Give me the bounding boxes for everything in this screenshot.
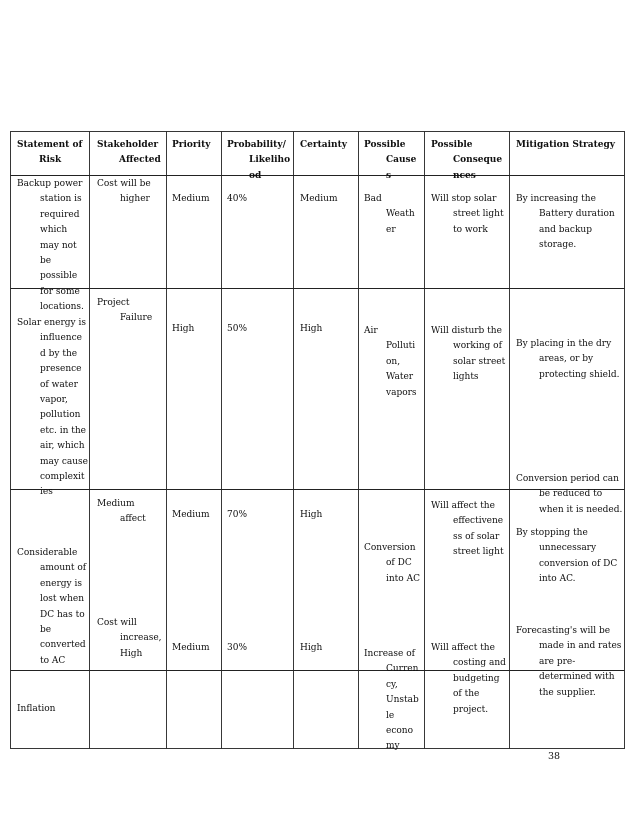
r3-mitigation-a: Conversion period can be reduced to when it is needed. xyxy=(516,474,623,515)
r3-consequence: Will affect the effectivene ss of solar street light xyxy=(431,501,504,558)
header-probability: Probability/ Likeliho od xyxy=(227,140,291,181)
r4-consequence: Will affect the costing and budgeting of the project. xyxy=(431,643,506,715)
r4-priority: Medium xyxy=(172,643,210,653)
header-consequence: Possible Conseque nces xyxy=(431,140,503,181)
r3-priority: Medium xyxy=(172,510,210,520)
r3-cause: Conversion of DC into AC xyxy=(364,543,420,584)
header-priority: Priority xyxy=(172,140,211,150)
header-statement: Statement of Risk xyxy=(17,140,83,166)
header-stakeholder: Stakeholder Affected xyxy=(97,140,161,166)
r1-certainty: Medium xyxy=(300,194,338,204)
r3-stakeholder: Medium affect xyxy=(97,499,146,525)
r2-consequence: Will disturb the working of solar street lights xyxy=(431,326,506,383)
header-mitigation: Mitigation Strategy xyxy=(516,140,615,150)
r4-mitigation: Forecasting's will be made in and rates are pre- determined with the supplier. xyxy=(516,626,622,698)
r3-probability: 70% xyxy=(227,510,248,520)
page-number: 38 xyxy=(548,751,561,762)
header-certainty: Certainty xyxy=(300,140,347,150)
r2-probability: 50% xyxy=(227,324,248,334)
r3-mitigation-b: By stopping the unnecessary conversion of DC into AC. xyxy=(516,528,618,585)
r1-mitigation: By increasing the Battery duration and backup storage. xyxy=(516,194,615,251)
r4-stakeholder: Cost will increase, High xyxy=(97,618,162,659)
r4-cause: Increase of Curren cy, Unstab le econo my xyxy=(364,649,419,752)
r1-consequence: Will stop solar street light to work xyxy=(431,194,504,235)
r1-stakeholder: Cost will be higher xyxy=(97,179,151,205)
r3-statement: Considerable amount of energy is lost when DC has to be converted to AC xyxy=(17,548,87,666)
r4-probability: 30% xyxy=(227,643,248,653)
r1-priority: Medium xyxy=(172,194,210,204)
r4-certainty: High xyxy=(300,643,323,653)
header-cause: Possible Cause s xyxy=(364,140,417,181)
r3-certainty: High xyxy=(300,510,323,520)
r2-statement: Solar energy is influence d by the presence of water vapor, pollution etc. in the air, which may cause complexit ies xyxy=(17,318,88,498)
r1-statement: Backup power station is required which may not be possible for some locations. xyxy=(17,179,84,313)
r2-cause: Air Polluti on, Water vapors xyxy=(364,326,417,398)
r2-priority: High xyxy=(172,324,195,334)
r1-cause: Bad Weath er xyxy=(364,194,415,235)
r2-certainty: High xyxy=(300,324,323,334)
r2-mitigation: By placing in the dry areas, or by protecting shield. xyxy=(516,339,620,380)
r2-stakeholder: Project Failure xyxy=(97,298,153,324)
r1-probability: 40% xyxy=(227,194,248,204)
r4-statement: Inflation xyxy=(17,704,56,714)
